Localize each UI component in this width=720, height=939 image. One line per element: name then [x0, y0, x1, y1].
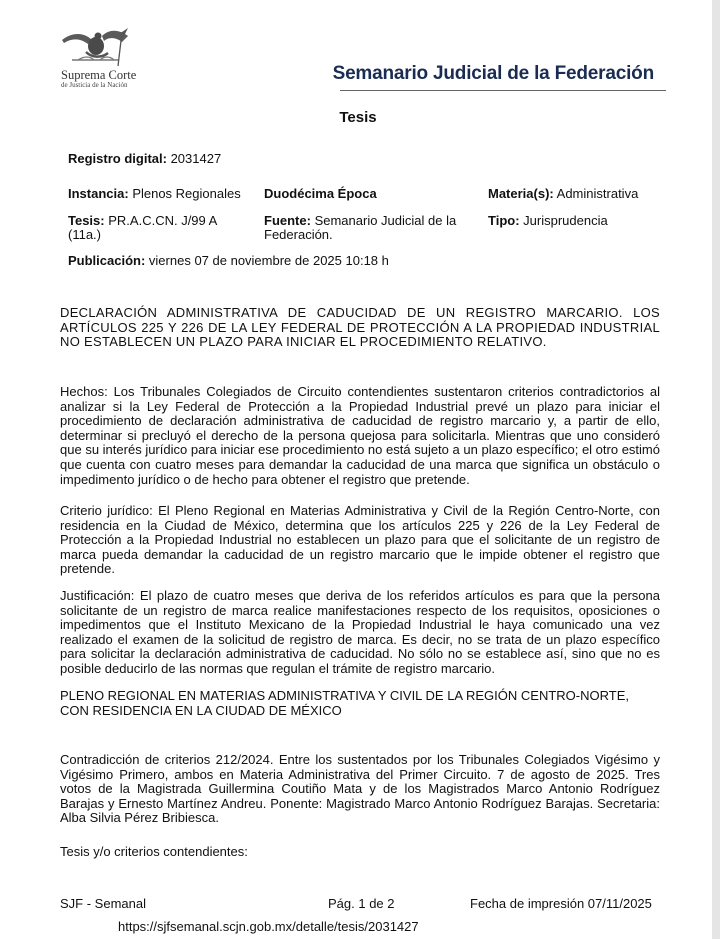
instancia: [68, 187, 241, 201]
fuente-label: Fuente:: [264, 213, 311, 228]
logo-title: Suprema Corte: [61, 68, 137, 82]
fuente-value: Semanario Judicial de la: [314, 213, 457, 228]
tesis-clave: [68, 214, 258, 242]
criterios-contendientes-heading: Tesis y/o criterios contendientes:: [60, 844, 248, 859]
instancia-label: Instancia:: [68, 186, 129, 201]
epoca: [264, 187, 377, 201]
tesis-value: PR.A.C.CN. J/99 A: [108, 213, 218, 228]
footer-page-number: Pág. 1 de 2: [328, 896, 395, 911]
tesis-rubro: DECLARACIÓN ADMINISTRATIVA DE CADUCIDAD DE UN REGISTRO MARCARIO. LOS ARTÍCULOS 225 Y 226 DE LA LEY FEDERAL DE PROTECCIÓN A LA PROPIEDAD INDUSTRIAL NO ESTABLECEN UN PLAZO PARA INICIAR EL PROCEDIMIENTO RELATIVO.: [60, 305, 660, 350]
tipo-label: Tipo:: [488, 213, 520, 228]
tipo: [488, 214, 608, 228]
header-divider: [340, 90, 666, 91]
tesis-label: Tesis:: [68, 213, 105, 228]
scjn-logo: [58, 26, 148, 68]
hechos-paragraph: Hechos: Los Tribunales Colegiados de Circuito contendientes sustentaron criterios contradictorios al analizar si la Ley Federal de Protección a la Propiedad Industrial prevé un plazo para iniciar el procedimiento de declaración administrativa de caducidad de registro marcario y, a partir de ello, determinar si precluyó el derecho de la persona quejosa para solicitarla. Mientras que uno consideró que su interés jurídico para iniciar ese procedimiento no está sujeto a un plazo específico; el otro estimó que cuenta con cuatro meses para demandar la caducidad de una marca que significa un obstáculo o impedimento jurídico o de hecho para obtener el registro que pretende.: [60, 384, 660, 487]
tesis-value-suffix: (11a.): [68, 227, 101, 242]
epoca-value: Duodécima Época: [264, 186, 377, 201]
publicacion-value: viernes 07 de noviembre de 2025 10:18 h: [148, 253, 389, 268]
registro-value: 2031427: [170, 151, 222, 166]
materia-label: Materia(s):: [488, 186, 554, 201]
footer-url-link[interactable]: https://sjfsemanal.scjn.gob.mx/detalle/tesis/2031427: [118, 919, 419, 934]
footer-print-date: Fecha de impresión 07/11/2025: [470, 896, 652, 911]
publication-title: Semanario Judicial de la Federación: [332, 63, 654, 84]
registro-label: Registro digital:: [68, 151, 167, 166]
publicacion: [68, 254, 389, 268]
criterio-juridico-paragraph: Criterio jurídico: El Pleno Regional en Materias Administrativa y Civil de la Región Centro-Norte, con residencia en la Ciudad de México, determina que los artículos 225 y 226 de la Ley Federal de Protección a la Propiedad Industrial no establecen un plazo para que el solicitante de un registro de marca pueda demandar la caducidad de un registro marcario que le impide obtener el registro que pretende.: [60, 503, 660, 577]
footer-source: SJF - Semanal: [60, 896, 146, 911]
fuente: [264, 214, 479, 242]
instancia-value: Plenos Regionales: [132, 186, 241, 201]
organo-emisor: PLENO REGIONAL EN MATERIAS ADMINISTRATIVA Y CIVIL DE LA REGIÓN CENTRO-NORTE, CON RESIDENCIA EN LA CIUDAD DE MÉXICO: [60, 688, 629, 718]
page-edge: [712, 0, 720, 939]
materia-value: Administrativa: [556, 186, 639, 201]
publicacion-label: Publicación:: [68, 253, 146, 268]
fuente-value-cont: Federación.: [264, 227, 333, 242]
tipo-value: Jurisprudencia: [523, 213, 608, 228]
precedente-paragraph: Contradicción de criterios 212/2024. Entre los sustentados por los Tribunales Colegiados Vigésimo y Vigésimo Primero, ambos en Materia Administrativa del Primer Circuito. 7 de agosto de 2025. Tres votos de la Magistrada Guillermina Coutiño Mata y de los Magistrados Marco Antonio Rodríguez Barajas y Ernesto Martínez Andreu. Ponente: Magistrado Marco Antonio Rodríguez Barajas. Secretaria: Alba Silvia Pérez Bribiesca.: [60, 752, 660, 826]
document-type-heading: Tesis: [339, 109, 377, 126]
logo-subtitle: de Justicia de la Nación: [61, 81, 128, 89]
registro-digital: [68, 152, 221, 166]
mexican-eagle-emblem-icon: [58, 26, 138, 68]
materia: [488, 187, 638, 201]
justificacion-paragraph: Justificación: El plazo de cuatro meses que deriva de los referidos artículos es para que la persona solicitante de un registro de marca realice manifestaciones respecto de los requisitos, oposiciones o impedimentos que el Instituto Mexicano de la Propiedad Industrial le haya comunicado una vez realizado el examen de la solicitud de registro de marca. Es decir, no se trata de un plazo específico para solicitar la declaración administrativa de caducidad. No sólo no se establece así, sino que no es posible deducirlo de las normas que regulan el trámite de registro marcario.: [60, 588, 660, 676]
